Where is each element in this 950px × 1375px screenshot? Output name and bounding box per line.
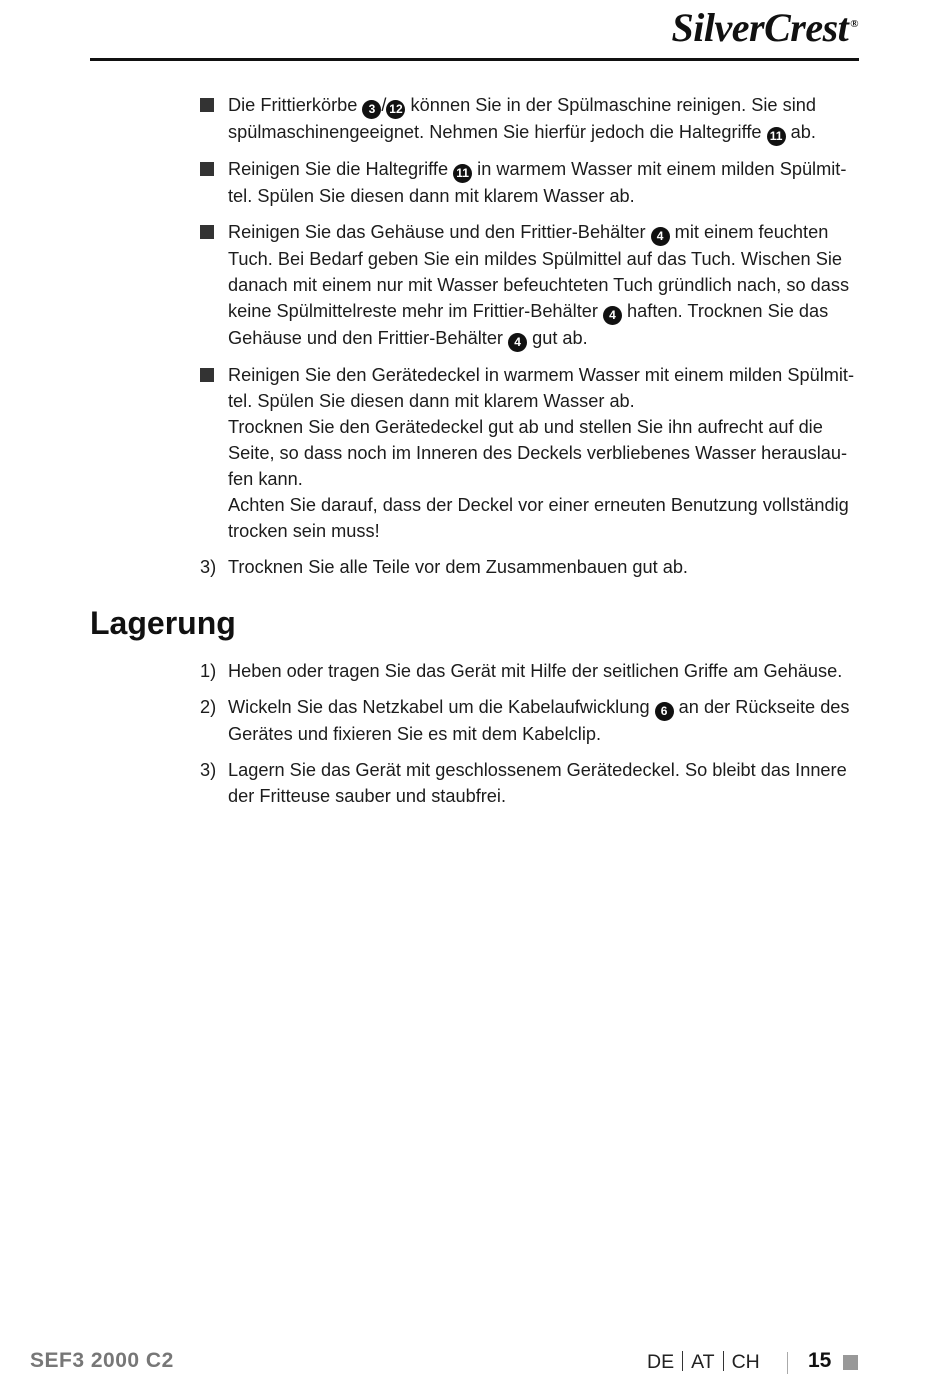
part-number-badge: 12 — [386, 100, 405, 119]
item-paragraph: Trocknen Sie den Gerätedeckel gut ab und stellen Sie ihn aufrecht auf die Seite, so dass noch im Inneren des Deckels verbliebenes Wasser herauslau-fen kann. — [228, 417, 848, 489]
page-marker-square — [843, 1355, 858, 1370]
list-item — [200, 156, 860, 209]
list-item — [200, 554, 860, 580]
language-code: AT — [691, 1351, 715, 1373]
list-item — [200, 362, 860, 544]
page-number: 15 — [808, 1349, 832, 1372]
part-number-badge: 11 — [453, 164, 472, 183]
text-segment: können Sie in der Spülmaschine reinigen. Sie sind spülmaschinengeeignet. Nehmen Sie hierfür jedoch die Haltegriffe — [228, 95, 816, 142]
list-item — [200, 219, 860, 352]
text-segment: an der Rückseite des Gerätes und fixieren Sie es mit dem Kabelclip. — [228, 697, 850, 744]
header-rule — [90, 58, 859, 61]
text-segment: Die Frittierkörbe — [228, 95, 363, 115]
step-number: 3) — [200, 760, 217, 780]
text-segment: Heben oder tragen Sie das Gerät mit Hilfe der seitlichen Griffe am Gehäuse. — [228, 661, 843, 681]
storage-instructions — [200, 658, 860, 819]
item-text — [228, 757, 860, 809]
bullet-square — [200, 225, 214, 239]
step-number: 2) — [200, 697, 217, 717]
item-text — [228, 694, 860, 747]
item-text — [228, 156, 860, 209]
part-number-badge: 4 — [508, 333, 527, 352]
part-number-badge: 4 — [651, 227, 670, 246]
text-segment: in warmem Wasser mit einem milden Spülmit-tel. Spülen Sie diesen dann mit klarem Wasser ab. — [228, 159, 847, 206]
text-segment: Reinigen Sie die Haltegriffe — [228, 159, 454, 179]
part-number-badge: 3 — [362, 100, 381, 119]
text-segment: ab. — [785, 122, 816, 142]
language-code: CH — [731, 1351, 760, 1373]
item-paragraph: Reinigen Sie den Gerätedeckel in warmem Wasser mit einem milden Spülmit-tel. Spülen Sie diesen dann mit klarem Wasser ab. — [228, 365, 855, 411]
text-segment: gut ab. — [527, 328, 588, 348]
text-segment: mit einem feuchten Tuch. Bei Bedarf geben Sie ein mildes Spülmittel auf das Tuch. Wischen Sie danach mit einem nur mit Wasser befeuchteten Tuch gründlich nach, so dass keine Spülmittelreste mehr im Frittier-Behälter — [228, 222, 850, 321]
text-segment: Wickeln Sie das Netzkabel um die Kabelaufwicklung — [228, 697, 655, 717]
language-codes — [647, 1351, 760, 1374]
item-paragraph: Achten Sie darauf, dass der Deckel vor einer erneuten Benutzung vollständig trocken sein muss! — [228, 495, 849, 541]
item-text — [228, 92, 860, 146]
text-segment: / — [381, 95, 387, 115]
part-number-badge: 11 — [767, 127, 786, 146]
bullet-square — [200, 98, 214, 112]
divider — [723, 1351, 724, 1371]
model-number: SEF3 2000 C2 — [30, 1349, 174, 1372]
bullet-square — [200, 162, 214, 176]
step-number: 1) — [200, 661, 217, 681]
list-item — [200, 694, 860, 747]
brand-logo — [672, 4, 858, 51]
divider — [682, 1351, 683, 1371]
list-item — [200, 658, 860, 684]
part-number-badge: 6 — [655, 702, 674, 721]
divider — [787, 1352, 788, 1374]
language-code: DE — [647, 1351, 675, 1373]
list-item — [200, 757, 860, 809]
text-segment: Lagern Sie das Gerät mit geschlossenem Gerätedeckel. So bleibt das Innere der Fritteuse sauber und staubfrei. — [228, 760, 847, 806]
cleaning-instructions — [200, 92, 860, 590]
bullet-square — [200, 368, 214, 382]
list-item — [200, 92, 860, 146]
item-text — [228, 658, 860, 684]
section-heading: Lagerung — [90, 605, 236, 641]
part-number-badge: 4 — [603, 306, 622, 325]
text-segment: Reinigen Sie das Gehäuse und den Frittier-Behälter — [228, 222, 651, 242]
registered-mark: ® — [850, 17, 858, 30]
item-text — [228, 554, 860, 580]
item-text — [228, 219, 860, 352]
brand-name: SilverCrest — [671, 5, 849, 50]
text-segment: haften. Trocknen Sie das Gehäuse und den Frittier-Behälter — [228, 301, 829, 348]
step-number: 3) — [200, 557, 217, 577]
text-segment: Trocknen Sie alle Teile vor dem Zusammenbauen gut ab. — [228, 557, 688, 577]
